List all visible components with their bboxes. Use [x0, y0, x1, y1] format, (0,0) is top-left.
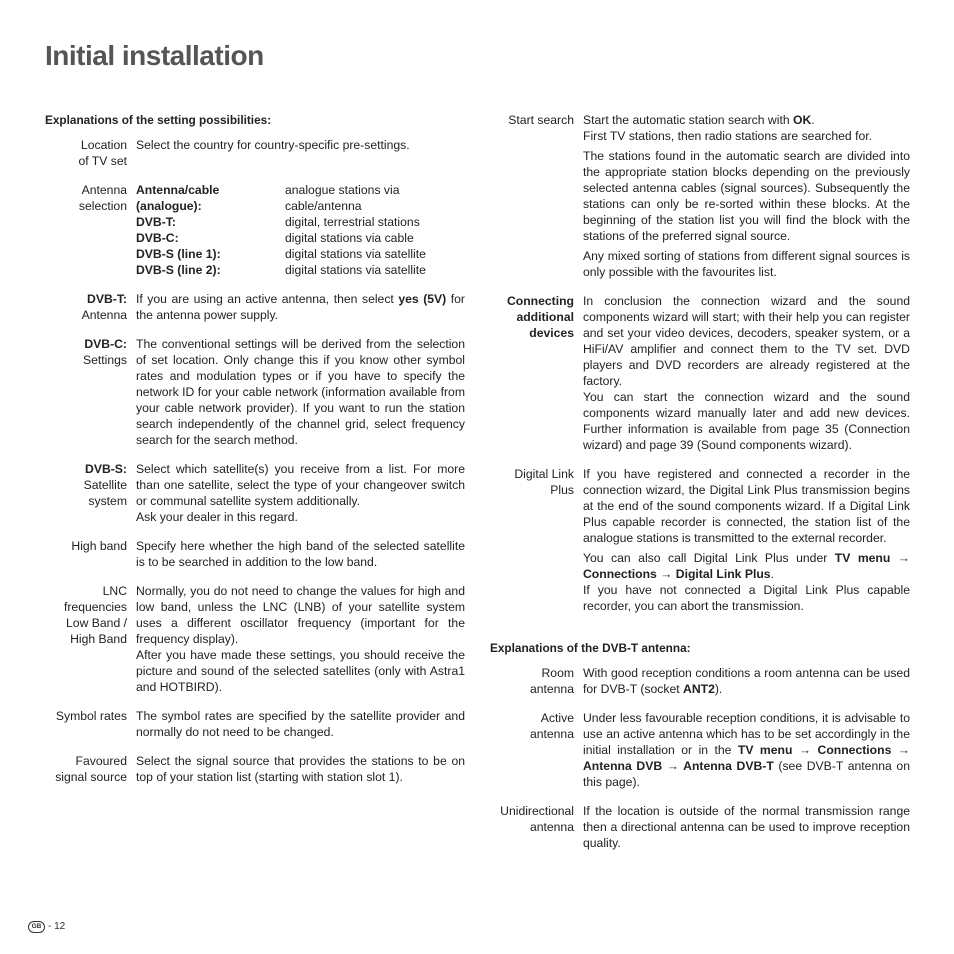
- table-row: DVB-T: digital, terrestrial stations: [136, 215, 420, 229]
- entry-text: Specify here whether the high band of the selected satellite is to be searched in addition to the low band.: [136, 539, 465, 569]
- entry-text: Start the automatic station search with OK. First TV stations, then radio stations are searched for. The stations found in the automatic search are divided into the appropriate station blocks depending on the previously selected antenna cables (signal sources). Subsequently the stations can only be re-sorted within these blocks. At the beginning of the station list you will find the block with the stations of the preferred signal source. Any mixed sorting of stations from different signal sources is only possible with the favourites list.: [583, 113, 910, 279]
- entry-text: The conventional settings will be derived from the selection of set location. Only change this if you know other symbol rates and modulation types or if you have to specify the network ID for your cable network (information available from your cable network provider). If you want to run the station search independently of the channel grid, select frequency search for the search method.: [136, 337, 465, 447]
- entry-label: LNC frequencies Low Band / High Band: [63, 584, 127, 646]
- entry-label: Connecting additional devices: [506, 294, 574, 340]
- entry-label: Digital Link Plus: [514, 467, 574, 497]
- entry-label: Room antenna: [529, 666, 574, 696]
- entry-dvbs-satellite: [45, 461, 465, 525]
- entry-connecting-devices: [490, 293, 910, 453]
- entry-label: Unidirectional antenna: [500, 804, 574, 834]
- antenna-selection-table: [136, 182, 465, 278]
- entry-dvbc-settings: [45, 336, 465, 448]
- entry-text: If the location is outside of the normal transmission range then a directional antenna can be used to improve reception quality.: [583, 804, 910, 850]
- entry-text: In conclusion the connection wizard and the sound components wizard will start; with their help you can register and set your video devices, decoders, speaker system, or a HiFi/AV amplifier and connect them to the TV set. DVD players and DVD recorders are already registered at the factory. You can start the connection wizard and the sound components wizard manually later and add new devices. Further information is available from page 35 (Connection wizard) and page 39 (Sound components wizard).: [583, 294, 910, 452]
- entry-text: If you have registered and connected a recorder in the connection wizard, the Digital Link Plus transmission begins at the end of the sound components wizard. If a Digital Link Plus capable recorder is connected, the station list of the analogue stations is transmitted to the external recorder. You can also call Digital Link Plus under TV menu → Connections → Digital Link Plus. If you have not connected a Digital Link Plus capable recorder, you can abort the transmission.: [583, 467, 910, 613]
- entry-dvbt-antenna: [45, 291, 465, 323]
- antenna-table: [136, 182, 426, 278]
- page-number: - 12: [48, 921, 66, 932]
- page-footer: [28, 920, 65, 934]
- entry-text: Under less favourable reception conditions, it is advisable to use an active antenna which has to be set accordingly in the initial installation or in the TV menu → Connections → Antenna DVB → Antenna DVB-T (see DVB-T antenna on this page).: [583, 711, 910, 789]
- entry-label: Symbol rates: [55, 709, 127, 723]
- entry-text: Select which satellite(s) you receive from a list. For more than one satellite, select the type of your changeover switch or communal satellite system additionally. Ask your dealer in this regard.: [136, 462, 465, 524]
- entry-label: Start search: [508, 113, 574, 127]
- entry-start-search: [490, 112, 910, 280]
- entry-text: The symbol rates are specified by the satellite provider and normally do not need to be changed.: [136, 709, 465, 739]
- entry-high-band: [45, 538, 465, 570]
- entry-label: Location of TV set: [78, 138, 127, 168]
- entry-text: With good reception conditions a room antenna can be used for DVB-T (socket ANT2).: [583, 666, 910, 696]
- entry-label: High band: [71, 539, 127, 553]
- entry-text: Normally, you do not need to change the values for high and low band, unless the LNC (LNB) of your satellite system uses a different oscillator frequency (important for the frequency display). After you have made these settings, you should receive the picture and sound of the selected satellites (only with Astra1 and HOTBIRD).: [136, 584, 465, 694]
- entry-label: Favoured signal source: [55, 754, 127, 784]
- left-column: [45, 112, 465, 798]
- entry-active-antenna: [490, 710, 910, 790]
- entry-label: Antenna selection: [78, 183, 127, 213]
- table-row: DVB-S (line 2): digital stations via satellite: [136, 263, 426, 277]
- entry-digital-link-plus: [490, 466, 910, 614]
- entry-favoured-signal-source: [45, 753, 465, 785]
- section-heading-dvbt-antenna: Explanations of the DVB-T antenna:: [490, 641, 691, 655]
- page-title: Initial installation: [45, 40, 264, 71]
- entry-symbol-rates: [45, 708, 465, 740]
- entry-label: DVB-S: Satellite system: [83, 462, 127, 508]
- entry-text: Select the country for country-specific pre-settings.: [136, 138, 410, 152]
- entry-antenna-selection: [45, 182, 465, 278]
- entry-unidirectional-antenna: [490, 803, 910, 851]
- entry-label: DVB-T: Antenna: [81, 292, 127, 322]
- country-badge-icon: GB: [28, 921, 45, 933]
- entry-label: Active antenna: [529, 711, 574, 741]
- table-row: DVB-S (line 1): digital stations via satellite: [136, 247, 426, 261]
- entry-label: DVB-C: Settings: [82, 337, 127, 367]
- entry-lnc-frequencies: [45, 583, 465, 695]
- entry-text: Select the signal source that provides the stations to be on top of your station list (starting with station slot 1).: [136, 754, 465, 784]
- section-heading-settings: Explanations of the setting possibilities:: [45, 113, 272, 127]
- entry-room-antenna: [490, 665, 910, 697]
- table-row: Antenna/cable (analogue): analogue stations via cable/antenna: [136, 183, 400, 213]
- entry-location: [45, 137, 465, 169]
- table-row: DVB-C: digital stations via cable: [136, 231, 414, 245]
- right-column: [490, 112, 910, 864]
- entry-text: If you are using an active antenna, then select yes (5V) for the antenna power supply.: [136, 292, 465, 322]
